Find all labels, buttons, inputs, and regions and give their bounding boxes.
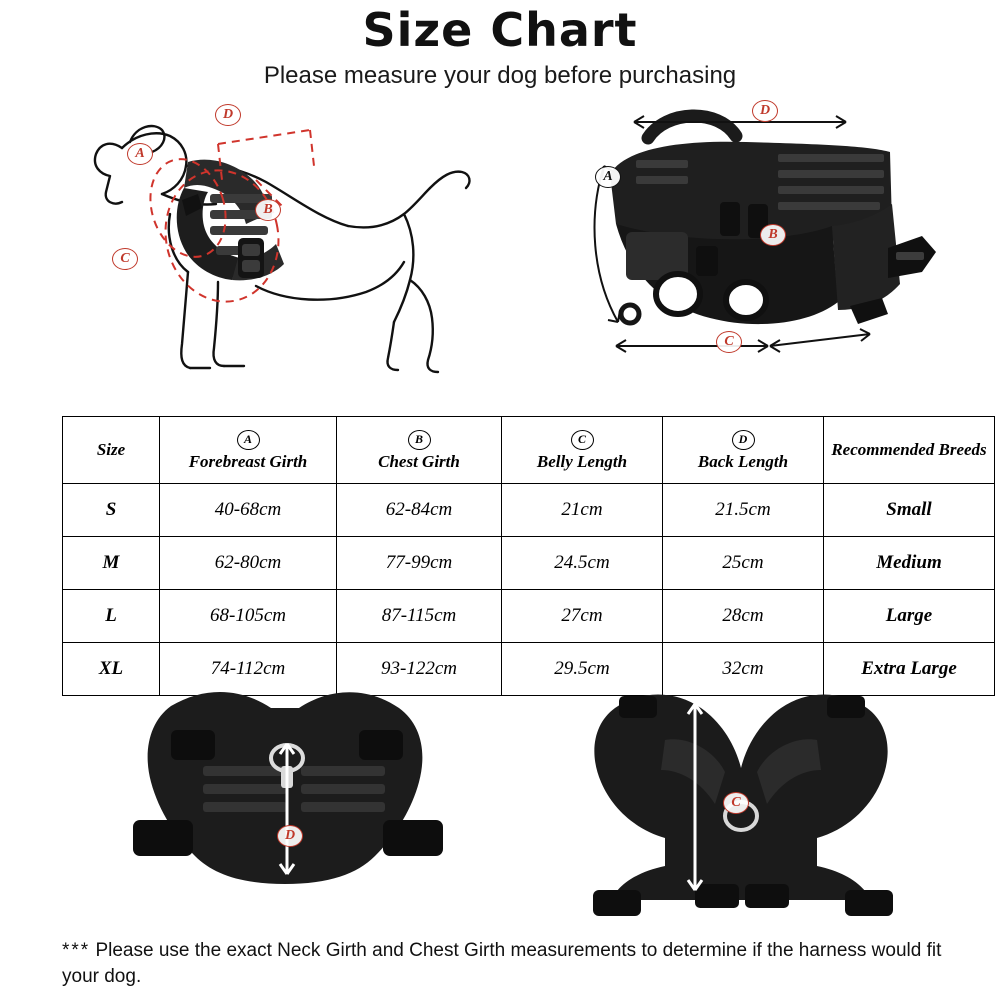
size-chart-page — [0, 3, 1000, 1006]
photo-marker-a-icon: A — [595, 166, 621, 188]
page-subtitle: Please measure your dog before purchasing — [263, 62, 737, 90]
marker-d-line — [218, 130, 310, 144]
marker-a-icon: A — [127, 143, 153, 165]
cell-forebreast: 74-112cm — [160, 643, 337, 696]
table-header-row — [63, 417, 995, 484]
cell-chest: 93-122cm — [337, 643, 502, 696]
footnote — [62, 938, 952, 989]
bottom-illustration-row — [0, 678, 1000, 928]
header-breeds-label: Recommended Breeds — [831, 440, 987, 460]
dog-sketch-drawing — [70, 96, 540, 386]
photo-marker-b-icon: B — [760, 224, 786, 246]
cell-chest: 77-99cm — [337, 537, 502, 590]
flat-marker-d-icon: D — [277, 825, 303, 847]
harness-front-photo — [545, 678, 945, 928]
size-chart-table-wrap — [62, 416, 987, 696]
photo-marker-c-icon: C — [716, 331, 742, 353]
cell-forebreast: 40-68cm — [160, 484, 337, 537]
marker-c-icon: C — [112, 248, 138, 270]
header-chest-label: Chest Girth — [378, 452, 460, 472]
page-title: Size Chart — [362, 3, 638, 57]
cell-size: XL — [63, 643, 160, 696]
header-chest-girth — [337, 417, 502, 484]
cell-belly: 24.5cm — [502, 537, 663, 590]
header-marker-b-icon: B — [408, 430, 431, 450]
cell-belly: 29.5cm — [502, 643, 663, 696]
table-row — [63, 537, 995, 590]
header-marker-a-icon: A — [237, 430, 260, 450]
cell-back: 25cm — [663, 537, 824, 590]
header-belly-label: Belly Length — [536, 452, 628, 472]
footnote-stars: *** — [62, 940, 91, 961]
header-back-label: Back Length — [697, 452, 789, 472]
cell-size: L — [63, 590, 160, 643]
header-back-length — [663, 417, 824, 484]
photo-marker-d-icon: D — [752, 100, 778, 122]
marker-b-icon: B — [255, 199, 281, 221]
header-size-label: Size — [96, 440, 126, 460]
dog-with-harness-sketch — [70, 96, 540, 386]
header-forebreast-label: Forebreast Girth — [188, 452, 308, 472]
harness-side-photo — [570, 96, 970, 386]
header-recommended-breeds — [824, 417, 995, 484]
harness-flat-drawing — [75, 678, 495, 928]
cell-breeds: Large — [824, 590, 995, 643]
header-marker-d-icon: D — [732, 430, 755, 450]
marker-d-icon: D — [215, 104, 241, 126]
header-belly-length — [502, 417, 663, 484]
harness-flat-back-photo — [75, 678, 495, 928]
header-size — [63, 417, 160, 484]
footnote-text: Please use the exact Neck Girth and Chest Girth measurements to determine if the harness would fit your dog. — [62, 940, 942, 987]
header-forebreast-girth — [160, 417, 337, 484]
cell-back: 28cm — [663, 590, 824, 643]
table-row — [63, 590, 995, 643]
size-chart-table — [62, 416, 995, 696]
cell-size: S — [63, 484, 160, 537]
cell-back: 21.5cm — [663, 484, 824, 537]
illustration-row — [0, 96, 1000, 386]
header-marker-c-icon: C — [571, 430, 594, 450]
cell-belly: 27cm — [502, 590, 663, 643]
table-row — [63, 484, 995, 537]
cell-back: 32cm — [663, 643, 824, 696]
cell-size: M — [63, 537, 160, 590]
cell-forebreast: 62-80cm — [160, 537, 337, 590]
cell-chest: 87-115cm — [337, 590, 502, 643]
cell-chest: 62-84cm — [337, 484, 502, 537]
cell-belly: 21cm — [502, 484, 663, 537]
cell-breeds: Small — [824, 484, 995, 537]
front-marker-c-icon: C — [723, 792, 749, 814]
cell-forebreast: 68-105cm — [160, 590, 337, 643]
cell-breeds: Extra Large — [824, 643, 995, 696]
cell-breeds: Medium — [824, 537, 995, 590]
